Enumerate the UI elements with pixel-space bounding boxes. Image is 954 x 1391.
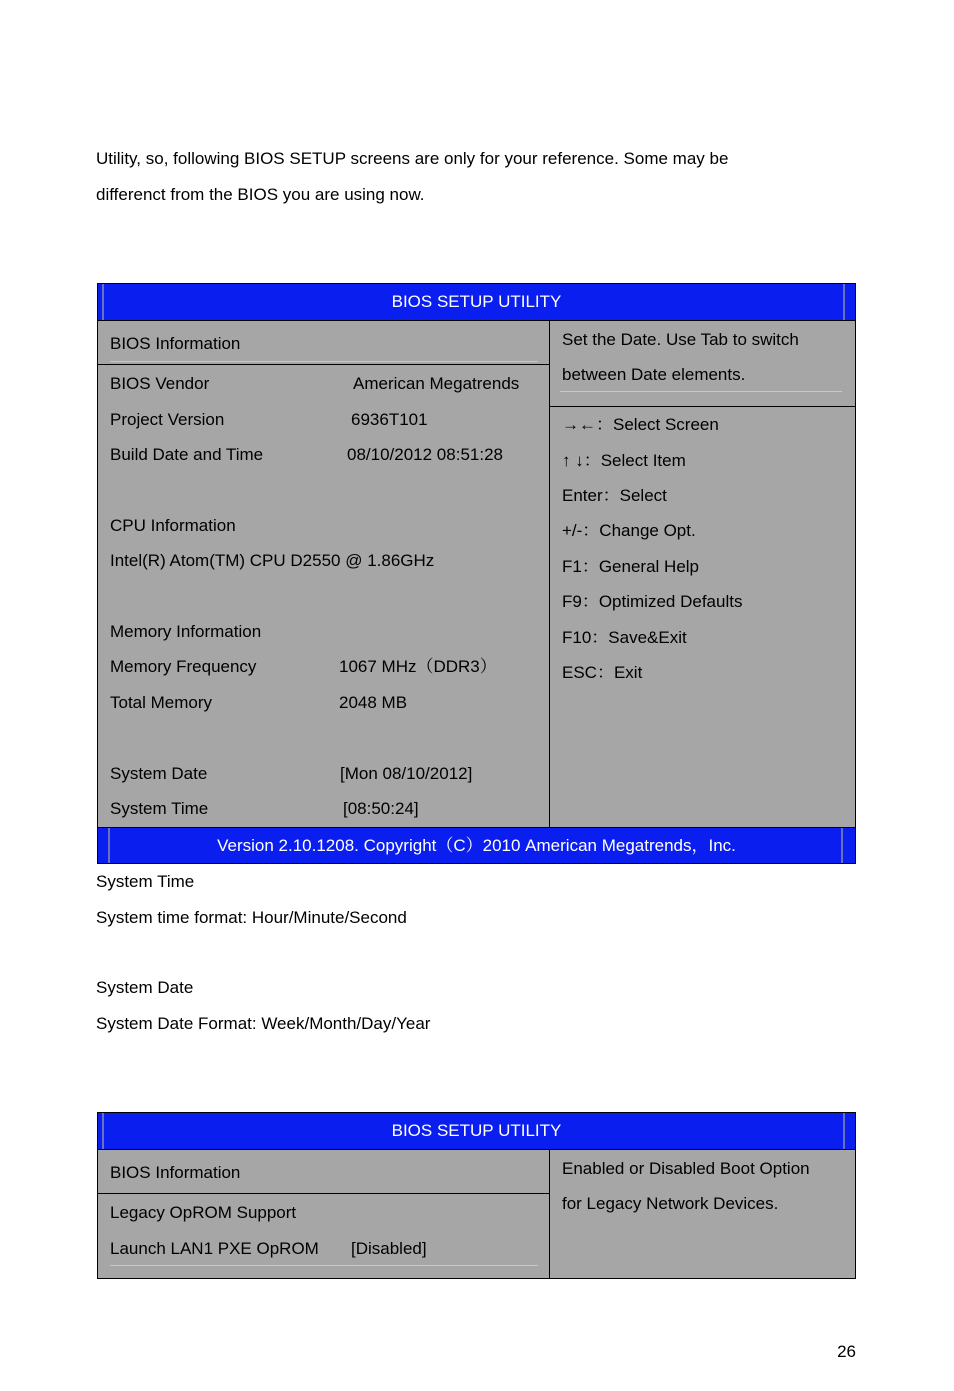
memory-info-header: Memory Information (110, 622, 262, 641)
bios-footer-bar (98, 827, 855, 863)
page-number: 26 (837, 1342, 856, 1361)
project-version-value: 6936T101 (351, 410, 428, 429)
help-text-2-line-2: for Legacy Network Devices. (562, 1194, 779, 1213)
key-general-help: F1：General Help (562, 557, 700, 576)
legacy-oprom-support: Legacy OpROM Support (110, 1203, 297, 1222)
key-select-item: ↑ ↓：Select Item (562, 451, 686, 470)
build-date-label: Build Date and Time (110, 445, 264, 464)
bios-title: BIOS SETUP UTILITY (391, 292, 562, 311)
bios-title-bar (98, 284, 855, 321)
intro-line-2: differenct from the BIOS you are using now. (96, 185, 425, 204)
intro-line-1: Utility, so, following BIOS SETUP screens are only for your reference. Some may be (96, 149, 729, 168)
memory-frequency-label: Memory Frequency (110, 657, 257, 676)
bios-vendor-value: American Megatrends (353, 374, 520, 393)
key-save-exit: F10：Save&Exit (562, 628, 687, 647)
key-esc-exit: ESC：Exit (562, 663, 643, 682)
key-select-screen: →←：Select Screen (562, 415, 719, 434)
project-version-label: Project Version (110, 410, 225, 429)
build-date-value: 08/10/2012 08:51:28 (347, 445, 503, 464)
bios-title-2: BIOS SETUP UTILITY (391, 1121, 562, 1140)
system-time-value[interactable]: [08:50:24] (343, 799, 419, 818)
help-text-line-1: Set the Date. Use Tab to switch (562, 330, 799, 349)
cpu-name: Intel(R) Atom(TM) CPU D2550 @ 1.86GHz (110, 551, 435, 570)
system-time-desc: System time format: Hour/Minute/Second (96, 908, 407, 927)
system-date-value[interactable]: [Mon 08/10/2012] (340, 764, 473, 783)
key-enter-select: Enter：Select (562, 486, 667, 505)
system-date-label[interactable]: System Date (110, 764, 208, 783)
section-header: BIOS Information (110, 334, 241, 353)
system-date-title: System Date (96, 978, 194, 997)
system-time-label[interactable]: System Time (110, 799, 209, 818)
bios-vendor-label: BIOS Vendor (110, 374, 210, 393)
cpu-info-header: CPU Information (110, 516, 236, 535)
bios-title-bar-2 (98, 1113, 855, 1150)
total-memory-label: Total Memory (110, 693, 213, 712)
bios-screen-network (97, 1112, 856, 1279)
key-change-opt: +/-：Change Opt. (562, 521, 696, 540)
section-header-2: BIOS Information (110, 1163, 241, 1182)
system-time-title: System Time (96, 872, 195, 891)
launch-lan1-pxe-label[interactable]: Launch LAN1 PXE OpROM (110, 1239, 319, 1258)
bios-footer-text: Version 2.10.1208. Copyright（C）2010 American Megatrends，Inc. (217, 836, 736, 855)
help-text-line-2: between Date elements. (562, 365, 746, 384)
bios-screen-main (97, 283, 856, 864)
system-date-desc: System Date Format: Week/Month/Day/Year (96, 1014, 431, 1033)
key-optimized-defaults: F9：Optimized Defaults (562, 592, 743, 611)
launch-lan1-pxe-value[interactable]: [Disabled] (351, 1239, 427, 1258)
help-text-2-line-1: Enabled or Disabled Boot Option (562, 1159, 810, 1178)
total-memory-value: 2048 MB (339, 693, 408, 712)
memory-frequency-value: 1067 MHz（DDR3） (339, 657, 497, 676)
